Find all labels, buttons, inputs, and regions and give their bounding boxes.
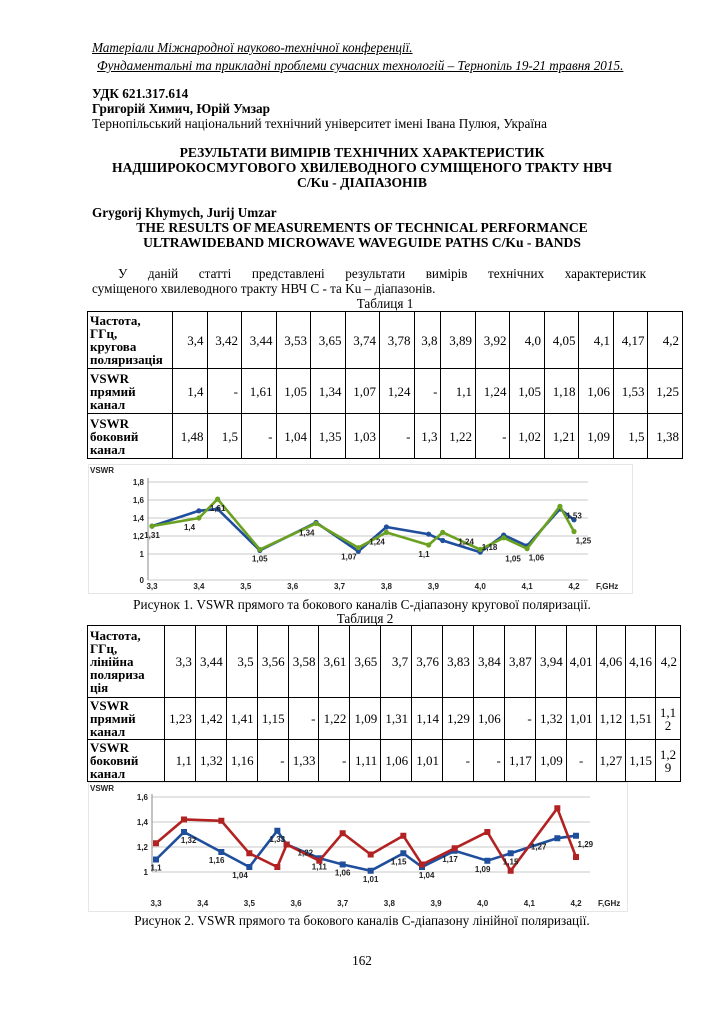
table-cell: 4,17 <box>613 312 648 369</box>
data-point <box>571 529 576 534</box>
data-label: 1,15 <box>502 857 519 867</box>
table-cell: - <box>475 414 510 459</box>
table-row <box>88 698 681 740</box>
x-tick-label: 3,9 <box>430 899 442 908</box>
figure-1-caption: Рисунок 1. VSWR прямого та бокового каналів С-діапазону кругової поляризації. <box>133 597 591 612</box>
table-cell: 1,02 <box>510 414 545 459</box>
table-cell: 1,15 <box>626 740 656 782</box>
x-tick-label: 4,0 <box>477 899 489 908</box>
table-cell: 1,35 <box>311 414 346 459</box>
row-header <box>88 698 165 740</box>
table-cell: 1,21 <box>544 414 579 459</box>
table-cell: 1,5 <box>207 414 242 459</box>
header-text: кругова <box>90 339 137 354</box>
table-1 <box>87 311 683 459</box>
data-point <box>196 515 201 520</box>
header-text: канал <box>90 441 126 457</box>
table-cell: 1,3 <box>414 414 441 459</box>
table-cell: 1,09 <box>350 698 381 740</box>
table-cell: 1,4 <box>173 369 208 414</box>
x-tick-label: 4,0 <box>474 582 486 591</box>
table-cell: 3,84 <box>473 626 504 698</box>
header-text: VSWR <box>90 415 130 431</box>
data-point <box>384 530 389 535</box>
table-cell: 1,06 <box>381 740 412 782</box>
data-point <box>153 857 159 863</box>
table-row <box>88 369 683 414</box>
abstract-line: У даній статті представлені результати вимірів технічних характеристик <box>118 266 646 281</box>
table-cell: - <box>473 740 504 782</box>
figure-1-chart <box>88 464 633 594</box>
table-cell: 1,16 <box>226 740 257 782</box>
x-tick-label: 3,7 <box>333 582 346 591</box>
x-tick-label: 3,6 <box>290 899 302 908</box>
data-point <box>149 524 154 529</box>
table-cell: - <box>242 414 277 459</box>
table-cell: 1,12 <box>596 698 626 740</box>
data-point <box>368 852 374 858</box>
y-tick-label: 0 <box>139 576 144 585</box>
data-label: 1,4 <box>183 523 196 532</box>
page-number: 162 <box>352 953 372 968</box>
y-tick-label: 1,2 <box>136 843 148 852</box>
data-label: 1,05 <box>505 554 521 564</box>
authors-ua: Григорій Химич, Юрій Умзар <box>92 101 270 116</box>
data-label: 1,18 <box>481 542 498 552</box>
data-point <box>452 845 458 851</box>
data-label: 1,05 <box>252 554 268 564</box>
table-cell: 1,41 <box>226 698 257 740</box>
figure-2-caption: Рисунок 2. VSWR прямого та бокового каналів С-діапазону лінійної поляризації. <box>134 913 590 928</box>
x-tick-label: 3,4 <box>197 899 209 908</box>
y-axis-label: VSWR <box>90 784 114 793</box>
data-point <box>274 864 280 870</box>
data-point <box>384 524 389 529</box>
table-cell: 1,06 <box>579 369 614 414</box>
y-tick-label: 1,6 <box>132 496 144 505</box>
table-cell: 3,42 <box>207 312 242 369</box>
table-cell: - <box>288 698 319 740</box>
data-point <box>181 829 187 835</box>
table-cell: 1,07 <box>345 369 380 414</box>
header-text: ГГц, <box>90 641 118 656</box>
table-cell: 1,1 <box>165 740 196 782</box>
header-text: прямий <box>90 711 136 726</box>
table-cell: 4,0 <box>510 312 545 369</box>
data-point <box>554 805 560 811</box>
data-point <box>508 850 514 856</box>
table-row <box>88 414 683 459</box>
data-label: 1,32 <box>180 836 197 845</box>
data-point <box>215 497 220 502</box>
table-cell: 4,05 <box>544 312 579 369</box>
x-tick-label: 3,6 <box>287 582 299 591</box>
table-row <box>88 312 683 369</box>
header-text: боковий <box>90 753 139 768</box>
table-cell: 1,12 <box>656 698 681 740</box>
table-cell: 3,65 <box>311 312 346 369</box>
header-text: поляриза <box>90 667 145 682</box>
data-label: 1,34 <box>298 528 315 538</box>
data-label: 1,22 <box>297 848 314 858</box>
x-tick-label: 3,5 <box>243 899 255 908</box>
table-cell: 1,23 <box>165 698 196 740</box>
table-cell: 1,22 <box>319 698 350 740</box>
table-cell: 3,74 <box>345 312 380 369</box>
x-tick-label: 3,5 <box>240 582 252 591</box>
title-ua <box>0 145 724 190</box>
abstract <box>92 266 646 296</box>
data-label: 1,06 <box>528 553 545 563</box>
table-cell: 1,11 <box>350 740 381 782</box>
x-axis-label: F,GHz <box>598 899 621 908</box>
table-row <box>88 740 681 782</box>
table-cell: 1,22 <box>441 414 476 459</box>
data-label: 1,1 <box>150 863 162 873</box>
y-tick-label: 1,4 <box>136 818 148 827</box>
table-cell: 1,01 <box>566 698 596 740</box>
udc: УДК 621.317.614 <box>92 86 189 101</box>
data-label: 1,15 <box>390 857 407 867</box>
table-cell: 1,06 <box>473 698 504 740</box>
table-cell: 1,33 <box>288 740 319 782</box>
data-point <box>573 854 579 860</box>
affiliation: Тернопільський національний технічний університет імені Івана Пулюя, Україна <box>92 116 547 131</box>
data-point <box>484 829 490 835</box>
table-cell: - <box>443 740 474 782</box>
y-tick-label: 1,2 <box>132 532 144 541</box>
data-point <box>573 833 579 839</box>
table-cell: 1,18 <box>544 369 579 414</box>
x-tick-label: 4,2 <box>568 582 580 591</box>
chart-frame <box>89 465 633 594</box>
data-label: 1,24 <box>369 537 385 547</box>
data-label: 1,16 <box>208 856 225 865</box>
table1-caption: Таблиця 1 <box>356 296 414 311</box>
table-cell: - <box>319 740 350 782</box>
header-text: поляризація <box>90 352 163 367</box>
data-point <box>340 862 346 868</box>
table-cell: 3,44 <box>242 312 277 369</box>
table-cell: 1,1 <box>441 369 476 414</box>
data-label: 1,27 <box>530 842 547 852</box>
table-cell: 3,7 <box>381 626 412 698</box>
header-text: боковий <box>90 428 139 444</box>
data-label: 1,1 <box>418 550 430 559</box>
header-text: канал <box>90 766 126 781</box>
x-tick-label: 4,1 <box>521 582 533 591</box>
data-point <box>525 546 530 551</box>
data-point <box>400 850 406 856</box>
x-tick-label: 3,8 <box>383 899 395 908</box>
data-point <box>484 858 490 864</box>
table-cell: 4,06 <box>596 626 626 698</box>
y-axis-label: VSWR <box>90 466 114 475</box>
header-text: канал <box>90 724 126 739</box>
data-label: 1,06 <box>334 868 351 878</box>
y-tick-label: 1,8 <box>132 478 144 487</box>
table-cell: 1,15 <box>257 698 288 740</box>
table-cell: 1,09 <box>535 740 566 782</box>
header-text: Частота, <box>90 628 141 643</box>
conference-header-line1: Матеріали Міжнародної науково-технічної конференції. <box>92 40 413 55</box>
data-point <box>274 828 280 834</box>
table-cell: 1,09 <box>579 414 614 459</box>
data-label: 1,25 <box>575 536 592 546</box>
table-cell: 4,16 <box>626 626 656 698</box>
data-point <box>257 547 262 552</box>
authors-en: Grygorij Khymych, Jurij Umzar <box>92 205 277 220</box>
table-cell: 1,51 <box>626 698 656 740</box>
title-ua-line: C/Ku - ДІАПАЗОНІВ <box>297 175 427 190</box>
table-cell: 1,24 <box>475 369 510 414</box>
table-cell: 1,04 <box>276 414 311 459</box>
table-cell: 3,56 <box>257 626 288 698</box>
table-cell: 1,05 <box>510 369 545 414</box>
table-2 <box>87 625 681 782</box>
y-tick-label: 1 <box>143 868 148 877</box>
title-en <box>0 220 724 250</box>
data-label: 1,31 <box>144 531 160 541</box>
data-point <box>426 542 431 547</box>
table-cell: 1,48 <box>173 414 208 459</box>
data-label: 1,01 <box>362 874 379 884</box>
table-cell: 3,5 <box>226 626 257 698</box>
x-tick-label: 3,3 <box>146 582 158 591</box>
y-tick-label: 1 <box>139 550 144 559</box>
data-point <box>426 532 431 537</box>
x-tick-label: 3,4 <box>193 582 205 591</box>
table-cell: 4,2 <box>656 626 681 698</box>
header-text: VSWR <box>90 740 130 755</box>
table-cell: - <box>207 369 242 414</box>
table-cell: 1,17 <box>504 740 535 782</box>
table-cell: 3,92 <box>475 312 510 369</box>
table-cell: 1,38 <box>648 414 683 459</box>
table-cell: 3,58 <box>288 626 319 698</box>
header-text: ГГц, <box>90 326 118 341</box>
table-cell: 3,87 <box>504 626 535 698</box>
table-row <box>88 626 681 698</box>
data-label: 1,04 <box>232 871 248 880</box>
y-tick-label: 1,4 <box>132 514 144 523</box>
data-point <box>368 868 374 874</box>
data-label: 1,53 <box>566 511 582 521</box>
table-cell: 1,32 <box>195 740 226 782</box>
table-cell: 1,42 <box>195 698 226 740</box>
table-cell: - <box>566 740 596 782</box>
x-tick-label: 4,1 <box>523 899 535 908</box>
table-cell: - <box>504 698 535 740</box>
x-tick-label: 4,2 <box>570 899 582 908</box>
data-point <box>246 864 252 870</box>
table-cell: 1,32 <box>535 698 566 740</box>
data-point <box>218 818 224 824</box>
data-point <box>246 850 252 856</box>
table-cell: 3,76 <box>412 626 443 698</box>
header-text: Частота, <box>90 313 141 328</box>
table-cell: - <box>257 740 288 782</box>
table-cell: 3,89 <box>441 312 476 369</box>
table-cell: 3,78 <box>380 312 415 369</box>
table-cell: - <box>380 414 415 459</box>
table-cell: 1,01 <box>412 740 443 782</box>
table-cell: 3,83 <box>443 626 474 698</box>
table-cell: 1,05 <box>276 369 311 414</box>
data-point <box>400 833 406 839</box>
header-text: ція <box>90 680 109 695</box>
table-cell: 3,65 <box>350 626 381 698</box>
data-point <box>196 508 201 513</box>
data-point <box>557 504 562 509</box>
data-label: 1,09 <box>474 864 491 874</box>
row-header <box>88 312 173 369</box>
header-text: прямий <box>90 383 136 399</box>
table-cell: 1,29 <box>443 698 474 740</box>
table-cell: 1,53 <box>613 369 648 414</box>
data-label: 1,24 <box>458 537 474 547</box>
table-cell: 3,44 <box>195 626 226 698</box>
title-ua-line: НАДШИРОКОСМУГОВОГО ХВИЛЕВОДНОГО СУМІЩЕНОГО ТРАКТУ НВЧ <box>112 160 612 175</box>
data-label: 1,07 <box>341 552 357 562</box>
header-text: VSWR <box>90 698 130 713</box>
table-cell: 4,2 <box>648 312 683 369</box>
y-tick-label: 1,6 <box>136 793 148 802</box>
conference-header-line2: Фундаментальні та прикладні проблеми сучасних технологій – Тернопіль 19-21 травня 2015. <box>97 58 624 73</box>
table-cell: 4,1 <box>579 312 614 369</box>
table-cell: 1,34 <box>311 369 346 414</box>
row-header <box>88 626 165 698</box>
x-axis-label: F,GHz <box>596 582 619 591</box>
table2-caption: Таблиця 2 <box>336 611 394 626</box>
figure-2-chart <box>88 782 628 912</box>
title-en-line: THE RESULTS OF MEASUREMENTS OF TECHNICAL PERFORMANCE <box>136 220 588 235</box>
data-label: 1,04 <box>418 871 435 880</box>
table-cell: 1,24 <box>380 369 415 414</box>
x-tick-label: 3,9 <box>427 582 439 591</box>
data-point <box>554 835 560 841</box>
data-label: 1,29 <box>577 839 594 849</box>
data-label: 1,33 <box>269 834 286 844</box>
data-label: 1,61 <box>209 504 226 514</box>
data-point <box>501 535 506 540</box>
data-point <box>153 840 159 846</box>
header-text: канал <box>90 396 126 412</box>
table-cell: 1,03 <box>345 414 380 459</box>
data-point <box>508 868 514 874</box>
table-cell: 1,14 <box>412 698 443 740</box>
table-cell: 4,01 <box>566 626 596 698</box>
data-point <box>340 830 346 836</box>
table-cell: 1,31 <box>381 698 412 740</box>
title-ua-line: РЕЗУЛЬТАТИ ВИМІРІВ ТЕХНІЧНИХ ХАРАКТЕРИСТИК <box>179 145 545 160</box>
data-point <box>314 521 319 526</box>
row-header <box>88 740 165 782</box>
header-text: лінійна <box>90 654 134 669</box>
table-cell: 1,27 <box>596 740 626 782</box>
title-en-line: ULTRAWIDEBAND MICROWAVE WAVEGUIDE PATHS C/Ku - BANDS <box>143 235 581 250</box>
data-point <box>181 817 187 823</box>
x-tick-label: 3,8 <box>380 582 393 591</box>
data-label: 1,17 <box>442 854 458 864</box>
data-label: 1,11 <box>311 862 327 872</box>
table-cell: 3,8 <box>414 312 441 369</box>
data-point <box>440 538 445 543</box>
row-header <box>88 414 173 459</box>
x-tick-label: 3,7 <box>337 899 349 908</box>
abstract-line: суміщеного хвилеводного тракту НВЧ C - та Ku – діапазонів. <box>92 281 436 296</box>
data-point <box>356 545 361 550</box>
table-cell: 3,3 <box>165 626 196 698</box>
table-cell: 1,25 <box>648 369 683 414</box>
table-cell: 3,4 <box>173 312 208 369</box>
table-cell: - <box>414 369 441 414</box>
table-cell: 1,5 <box>613 414 648 459</box>
table-cell: 1,29 <box>656 740 681 782</box>
table-cell: 3,53 <box>276 312 311 369</box>
table-cell: 3,61 <box>319 626 350 698</box>
data-point <box>440 530 445 535</box>
x-tick-label: 3,3 <box>150 899 162 908</box>
table-cell: 3,94 <box>535 626 566 698</box>
data-point <box>419 862 425 868</box>
data-point <box>218 849 224 855</box>
row-header <box>88 369 173 414</box>
header-text: VSWR <box>90 370 130 386</box>
table-cell: 1,61 <box>242 369 277 414</box>
